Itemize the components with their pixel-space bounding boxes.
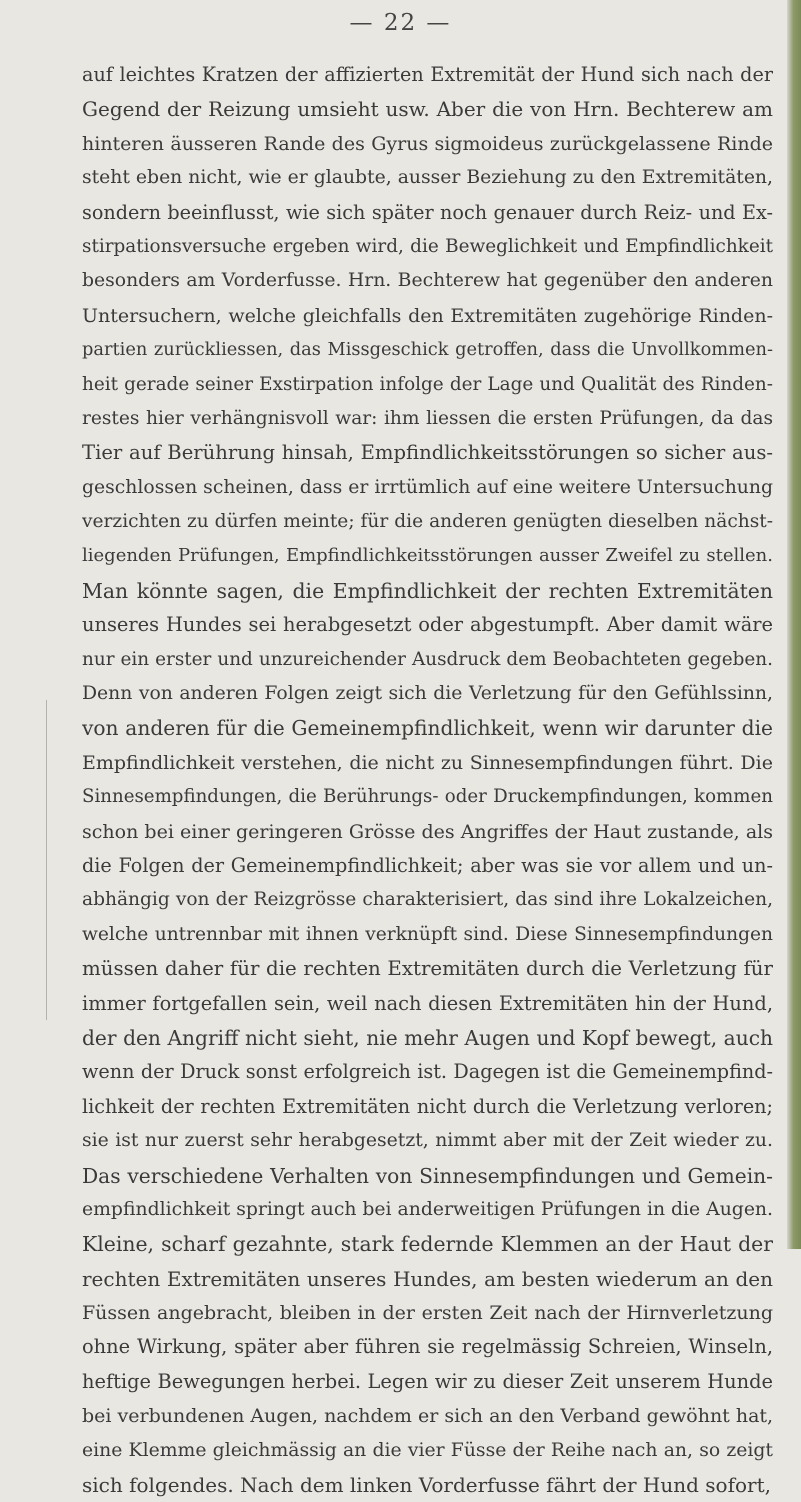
text-line: empfindlichkeit springt auch bei anderweitigen Prüfungen in die Augen. <box>82 1198 773 1220</box>
text-line: liegenden Prüfungen, Empfindlichkeitsstörungen ausser Zweifel zu stellen. <box>82 545 773 567</box>
text-line: sie ist nur zuerst sehr herabgesetzt, nimmt aber mit der Zeit wieder zu. <box>82 1130 773 1152</box>
text-line: der den Angriff nicht sieht, nie mehr Augen und Kopf bewegt, auch <box>82 1025 773 1050</box>
text-line: Man könnte sagen, die Empfindlichkeit der rechten Extremitäten <box>82 578 773 603</box>
text-line: eine Klemme gleichmässig an die vier Füsse der Reihe nach an, so zeigt <box>82 1439 773 1461</box>
text-line: immer fortgefallen sein, weil nach diesen Extremitäten hin der Hund, <box>82 991 773 1015</box>
text-line: bei verbundenen Augen, nachdem er sich an den Verband gewöhnt hat, <box>82 1405 773 1428</box>
text-line: welche untrennbar mit ihnen verknüpft sind. Diese Sinnesempfindungen <box>82 923 773 945</box>
text-line: lichkeit der rechten Extremitäten nicht durch die Verletzung verloren; <box>82 1094 773 1118</box>
text-line: heit gerade seiner Exstirpation infolge der Lage und Qualität des Rinden- <box>82 373 773 395</box>
text-line: ohne Wirkung, später aber führen sie regelmässig Schreien, Winseln, <box>82 1335 773 1359</box>
text-line: Füssen angebracht, bleiben in der ersten Zeit nach der Hirnverletzung <box>82 1302 773 1325</box>
margin-pencil-mark <box>46 700 49 1020</box>
text-line: Kleine, scharf gezahnte, stark federnde Klemmen an der Haut der <box>82 1232 773 1257</box>
text-line: Empfindlichkeit verstehen, die nicht zu Sinnesempfindungen führt. Die <box>82 751 773 774</box>
text-line: besonders am Vorderfusse. Hrn. Bechterew hat gegenüber den anderen <box>82 270 773 292</box>
page-edge <box>787 0 801 1249</box>
text-line: die Folgen der Gemeinempfindlichkeit; aber was sie vor allem und un- <box>82 853 773 877</box>
text-line: heftige Bewegungen herbei. Legen wir zu dieser Zeit unserem Hunde <box>82 1369 773 1393</box>
text-line: sondern beeinflusst, wie sich später noch genauer durch Reiz- und Ex- <box>82 200 773 224</box>
text-line: rechten Extremitäten unseres Hundes, am besten wiederum an den <box>82 1266 773 1291</box>
text-line: nur ein erster und unzureichender Ausdruck dem Beobachteten gegeben. <box>82 648 773 670</box>
text-line: unseres Hundes sei herabgesetzt oder abgestumpft. Aber damit wäre <box>82 613 773 637</box>
text-line: stirpationsversuche ergeben wird, die Beweglichkeit und Empfindlichkeit <box>82 235 773 257</box>
text-line: schon bei einer geringeren Grösse des Angriffes der Haut zustande, als <box>82 820 773 843</box>
text-line: Das verschiedene Verhalten von Sinnesempfindungen und Gemein- <box>82 1163 773 1188</box>
text-line: partien zurückliessen, das Missgeschick getroffen, dass die Unvollkommen- <box>82 339 773 361</box>
text-line: geschlossen scheinen, dass er irrtümlich auf eine weitere Untersuchung <box>82 476 773 498</box>
text-line: hinteren äusseren Rande des Gyrus sigmoideus zurückgelassene Rinde <box>82 132 773 155</box>
text-line: verzichten zu dürfen meinte; für die anderen genügten dieselben nächst- <box>82 511 773 533</box>
text-line: Sinnesempfindungen, die Berührungs- oder Druckempfindungen, kommen <box>82 786 773 808</box>
text-line: von anderen für die Gemeinempfindlichkeit, wenn wir darunter die <box>82 716 773 741</box>
text-line: wenn der Druck sonst erfolgreich ist. Dagegen ist die Gemeinempfind- <box>82 1060 773 1084</box>
text-line: auf leichtes Kratzen der affizierten Extremität der Hund sich nach der <box>82 63 773 86</box>
text-line: steht eben nicht, wie er glaubte, ausser Beziehung zu den Extremitäten, <box>82 167 773 189</box>
text-line: Gegend der Reizung umsieht usw. Aber die von Hrn. Bechterew am <box>82 97 773 122</box>
text-line: Denn von anderen Folgen zeigt sich die Verletzung für den Gefühlssinn, <box>82 683 773 705</box>
text-line: abhängig von der Reizgrösse charakterisiert, das sind ihre Lokalzeichen, <box>82 889 773 911</box>
text-line: restes hier verhängnisvoll war: ihm liessen die ersten Prüfungen, da das <box>82 407 773 429</box>
text-line: Untersuchern, welche gleichfalls den Extremitäten zugehörige Rinden- <box>82 304 773 327</box>
body-text <box>82 58 773 1502</box>
text-line: Tier auf Berührung hinsah, Empfindlichkeitsstörungen so sicher aus- <box>82 441 773 465</box>
text-line: müssen daher für die rechten Extremitäten durch die Verletzung für <box>82 957 773 981</box>
page-number: — 22 — <box>349 10 452 36</box>
text-line: sich folgendes. Nach dem linken Vorderfusse fährt der Hund sofort, <box>82 1473 771 1498</box>
